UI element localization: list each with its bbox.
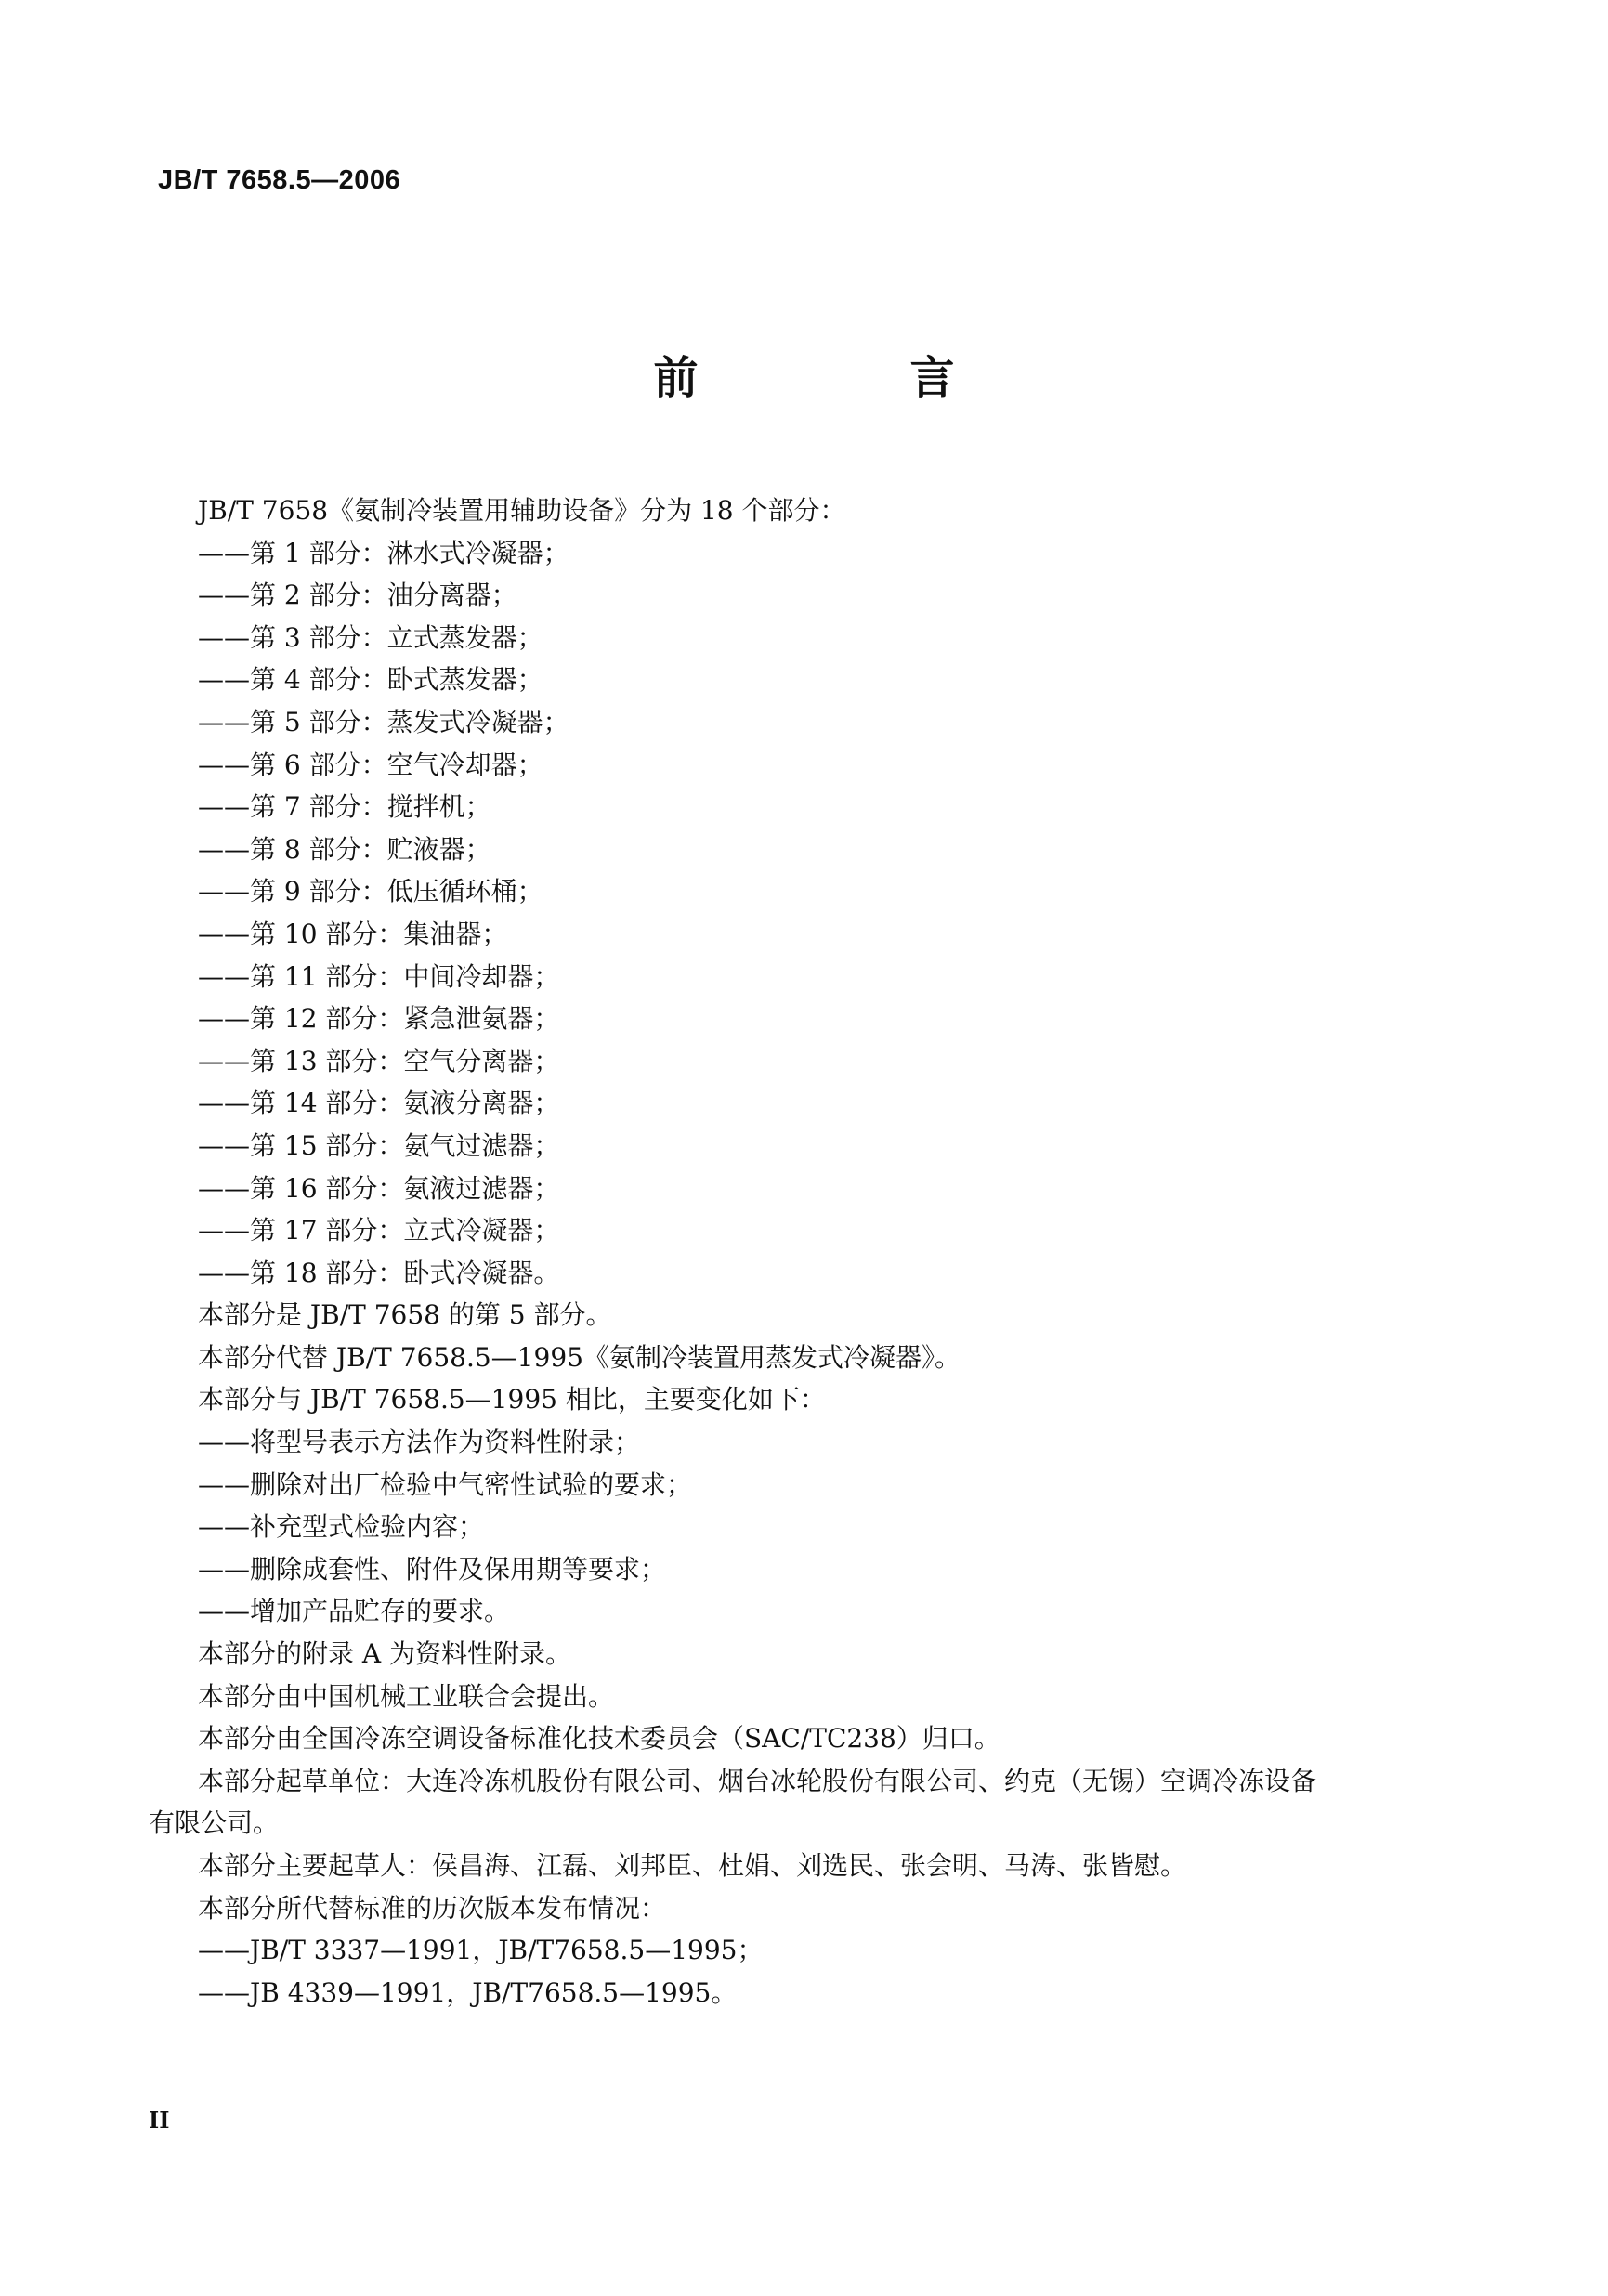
change-list-item: ——删除对出厂检验中气密性试验的要求； [198,1468,693,1500]
part-list-item: ——第 2 部分：油分离器； [198,580,517,611]
history-list-item: ——JB/T 3337—1991，JB/T7658.5—1995； [198,1935,764,1966]
page-number: II [149,2107,170,2133]
part-list-item: ——第 1 部分：淋水式冷凝器； [198,537,569,568]
foreword-body [149,489,1468,2014]
paragraph-continuation: 有限公司。 [149,1807,280,1839]
paragraph: 本部分与 JB/T 7658.5—1995 相比，主要变化如下： [198,1384,826,1415]
intro-line: JB/T 7658《氨制冷装置用辅助设备》分为 18 个部分： [198,495,846,526]
part-list-item: ——第 16 部分：氨液过滤器； [198,1172,560,1204]
part-list-item: ——第 17 部分：立式冷凝器； [198,1215,560,1246]
part-list-item: ——第 9 部分：低压循环桶； [198,876,543,907]
standard-code: JB/T 7658.5—2006 [158,165,401,195]
page-title: 前 言 [653,352,1039,404]
part-list-item: ——第 14 部分：氨液分离器； [198,1088,560,1119]
part-list-item: ——第 7 部分：搅拌机； [198,791,491,823]
part-list-item: ——第 11 部分：中间冷却器； [198,960,560,992]
part-list-item: ——第 18 部分：卧式冷凝器。 [198,1257,560,1288]
paragraph: 本部分代替 JB/T 7658.5—1995《氨制冷装置用蒸发式冷凝器》。 [198,1341,961,1373]
paragraph: 本部分是 JB/T 7658 的第 5 部分。 [198,1299,612,1331]
change-list-item: ——增加产品贮存的要求。 [198,1596,511,1627]
paragraph: 本部分起草单位：大连冷冻机股份有限公司、烟台冰轮股份有限公司、约克（无锡）空调冷冻设备 [198,1765,1317,1796]
paragraph: 本部分由全国冷冻空调设备标准化技术委员会（SAC/TC238）归口。 [198,1723,1000,1755]
change-list-item: ——删除成套性、附件及保用期等要求； [198,1553,667,1585]
part-list-item: ——第 4 部分：卧式蒸发器； [198,664,543,696]
paragraph: 本部分的附录 A 为资料性附录。 [198,1638,572,1670]
part-list-item: ——第 12 部分：紧急泄氨器； [198,1003,560,1035]
change-list-item: ——将型号表示方法作为资料性附录； [198,1427,641,1458]
paragraph: 本部分所代替标准的历次版本发布情况： [198,1892,667,1924]
part-list-item: ——第 15 部分：氨气过滤器； [198,1129,560,1161]
part-list-item: ——第 13 部分：空气分离器； [198,1045,560,1076]
part-list-item: ——第 5 部分：蒸发式冷凝器； [198,706,569,737]
paragraph: 本部分由中国机械工业联合会提出。 [198,1680,615,1712]
part-list-item: ——第 10 部分：集油器； [198,918,508,949]
paragraph: 本部分主要起草人：侯昌海、江磊、刘邦臣、杜娟、刘选民、张会明、马涛、张皆慰。 [198,1850,1187,1881]
change-list-item: ——补充型式检验内容； [198,1511,485,1543]
part-list-item: ——第 6 部分：空气冷却器； [198,749,543,780]
part-list-item: ——第 3 部分：立式蒸发器； [198,621,543,653]
part-list-item: ——第 8 部分：贮液器； [198,833,491,865]
history-list-item: ——JB 4339—1991，JB/T7658.5—1995。 [198,1976,738,2008]
